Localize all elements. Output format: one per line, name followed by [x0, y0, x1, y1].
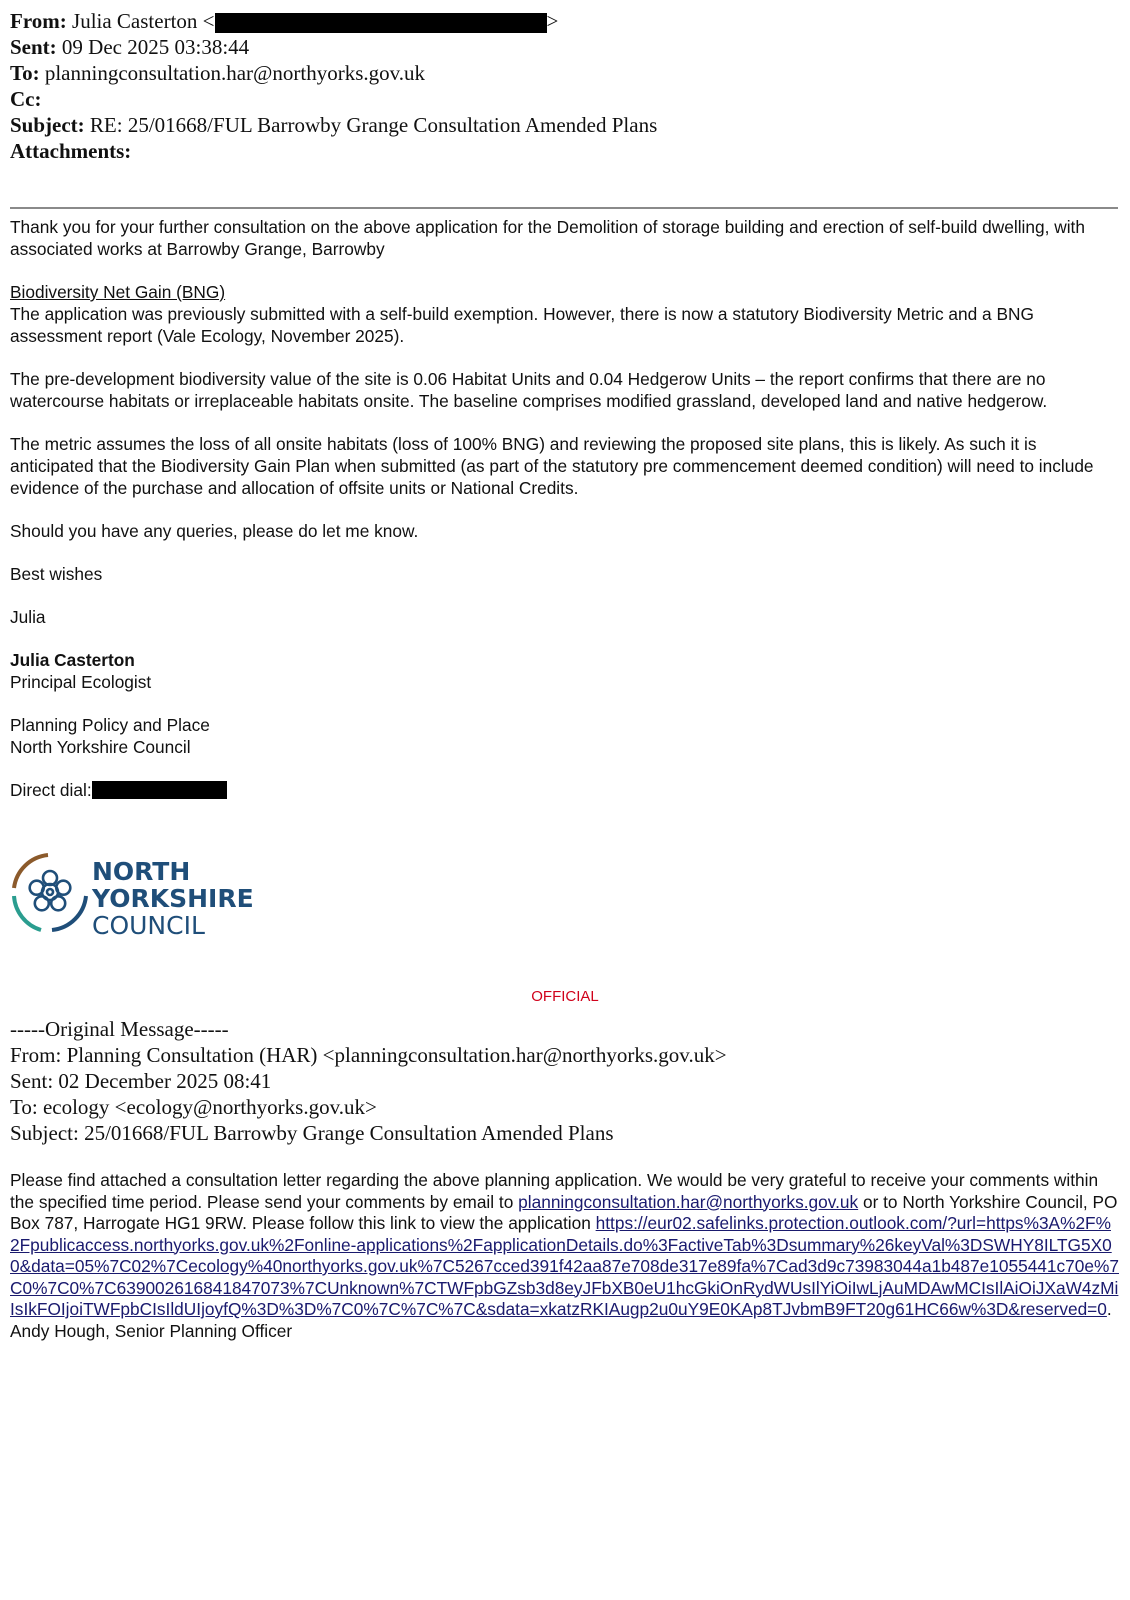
bng-section — [10, 281, 1120, 347]
from-name: Julia Casterton < — [72, 9, 215, 33]
from-close: > — [546, 9, 559, 33]
sent-label: Sent: — [10, 35, 57, 59]
original-subject: Subject: 25/01668/FUL Barrowby Grange Consultation Amended Plans — [10, 1121, 614, 1145]
original-text-3: . — [1106, 1299, 1112, 1319]
cc-label: Cc: — [10, 87, 42, 111]
metric-paragraph: The metric assumes the loss of all onsite habitats (loss of 100% BNG) and reviewing the proposed site plans, this is likely. As such it is anticipated that the Biodiversity Gain Plan when submitted (as part of the statutory pre commencement deemed condition) will need to include evidence of the purchase and allocation of offsite units or National Credits. — [10, 434, 1094, 498]
signature-dept: Planning Policy and Place — [10, 715, 210, 735]
attachments-row — [10, 138, 1110, 164]
bng-paragraph: The application was previously submitted with a self-build exemption. However, there is now a statutory Biodiversity Metric and a BNG assessment report (Vale Ecology, November 2025). — [10, 304, 1034, 346]
to-label: To: — [10, 61, 40, 85]
original-paragraph — [10, 1170, 1120, 1321]
consultation-email-link[interactable]: planningconsultation.har@northyorks.gov.uk — [518, 1191, 859, 1212]
rose-icon — [30, 871, 71, 910]
first-name: Julia — [10, 607, 46, 627]
original-to: To: ecology <ecology@northyorks.gov.uk> — [10, 1095, 377, 1119]
signature-name: Julia Casterton — [10, 650, 135, 670]
signature-org: North Yorkshire Council — [10, 737, 191, 757]
redacted-phone — [92, 781, 227, 799]
original-text-1: Please find attached a consultation letter regarding the above planning application. We would be very grateful to receive your comments within the specified time period. Please send your comments by email to — [10, 1170, 1099, 1212]
subject-row — [10, 112, 1110, 138]
subject-value: RE: 25/01668/FUL Barrowby Grange Consultation Amended Plans — [89, 113, 658, 137]
email-body — [10, 216, 1120, 822]
from-row — [10, 8, 1110, 34]
closing: Best wishes — [10, 564, 103, 584]
sent-row — [10, 34, 1110, 60]
subject-label: Subject: — [10, 113, 85, 137]
original-message-header — [10, 1016, 1110, 1146]
bng-heading: Biodiversity Net Gain (BNG) — [10, 282, 226, 302]
council-logo-graphic — [8, 850, 258, 940]
queries-paragraph: Should you have any queries, please do let me know. — [10, 521, 419, 541]
classification-label: OFFICIAL — [531, 988, 599, 1005]
council-logo — [8, 850, 258, 940]
direct-dial-label: Direct dial: — [10, 780, 92, 800]
email-header — [10, 8, 1110, 164]
original-text-2: or to North Yorkshire Council, PO Box 787, Harrogate HG1 9RW. Please follow this link to view the application — [10, 1191, 1118, 1233]
sent-value: 09 Dec 2025 03:38:44 — [61, 35, 250, 59]
from-label: From: — [10, 9, 67, 33]
original-separator: -----Original Message----- — [10, 1017, 229, 1041]
redacted-email — [215, 13, 547, 33]
to-row — [10, 60, 1110, 86]
original-from: From: Planning Consultation (HAR) <planningconsultation.har@northyorks.gov.uk> — [10, 1043, 727, 1067]
original-message-body — [10, 1170, 1120, 1342]
to-value: planningconsultation.har@northyorks.gov.uk — [44, 61, 426, 85]
baseline-paragraph: The pre-development biodiversity value of the site is 0.06 Habitat Units and 0.04 Hedgerow Units – the report confirms that there are no watercourse habitats or irreplaceable habitats onsite. The baseline comprises modified grassland, developed land and native hedgerow. — [10, 369, 1048, 411]
original-signoff: Andy Hough, Senior Planning Officer — [10, 1320, 293, 1341]
original-sent: Sent: 02 December 2025 08:41 — [10, 1069, 272, 1093]
application-link[interactable]: https://eur02.safelinks.protection.outlook.com/?url=https%3A%2F%2Fpublicaccess.northyorks.gov.uk%2Fonline-applications%2FapplicationDetails.do%3FactiveTab%3Dsummary%26keyVal%3DSWHY8ILTG5X00&data=05%7C02%7Cecology%40northyorks.gov.uk%7C5267cced391f42aa87e708de317e89fa%7Cad3d9c73983044a1b487e1055441c70e%7C0%7C0%7C639002616841847073%7CUnknown%7CTWFpbGZsb3d8eyJFbXB0eU1hcGkiOnRydWUsIlYiOiIwLjAuMDAwMCIsIlAiOiJXaW4zMiIsIkFOIjoiTWFpbCIsIldUIjoyfQ%3D%3D%7C0%7C%7C%7C&sdata=xkatzRKIAugp2u0uY9E0KAp8TJvbmB9FT20g61HC66w%3D&reserved=0 — [10, 1213, 1119, 1319]
logo-line-yorkshire: YORKSHIRE — [92, 884, 254, 913]
logo-line-council: COUNCIL — [92, 911, 205, 940]
logo-arc-teal — [14, 896, 41, 930]
logo-line-north: NORTH — [92, 857, 191, 886]
logo-arc-navy — [52, 896, 86, 930]
signature-block — [10, 649, 1120, 801]
intro-paragraph: Thank you for your further consultation on the above application for the Demolition of storage building and erection of self-build dwelling, with associated works at Barrowby Grange, Barrowby — [10, 217, 1085, 259]
header-divider — [10, 207, 1118, 209]
cc-row — [10, 86, 1110, 112]
attachments-label: Attachments: — [10, 139, 132, 163]
signature-title: Principal Ecologist — [10, 672, 152, 692]
